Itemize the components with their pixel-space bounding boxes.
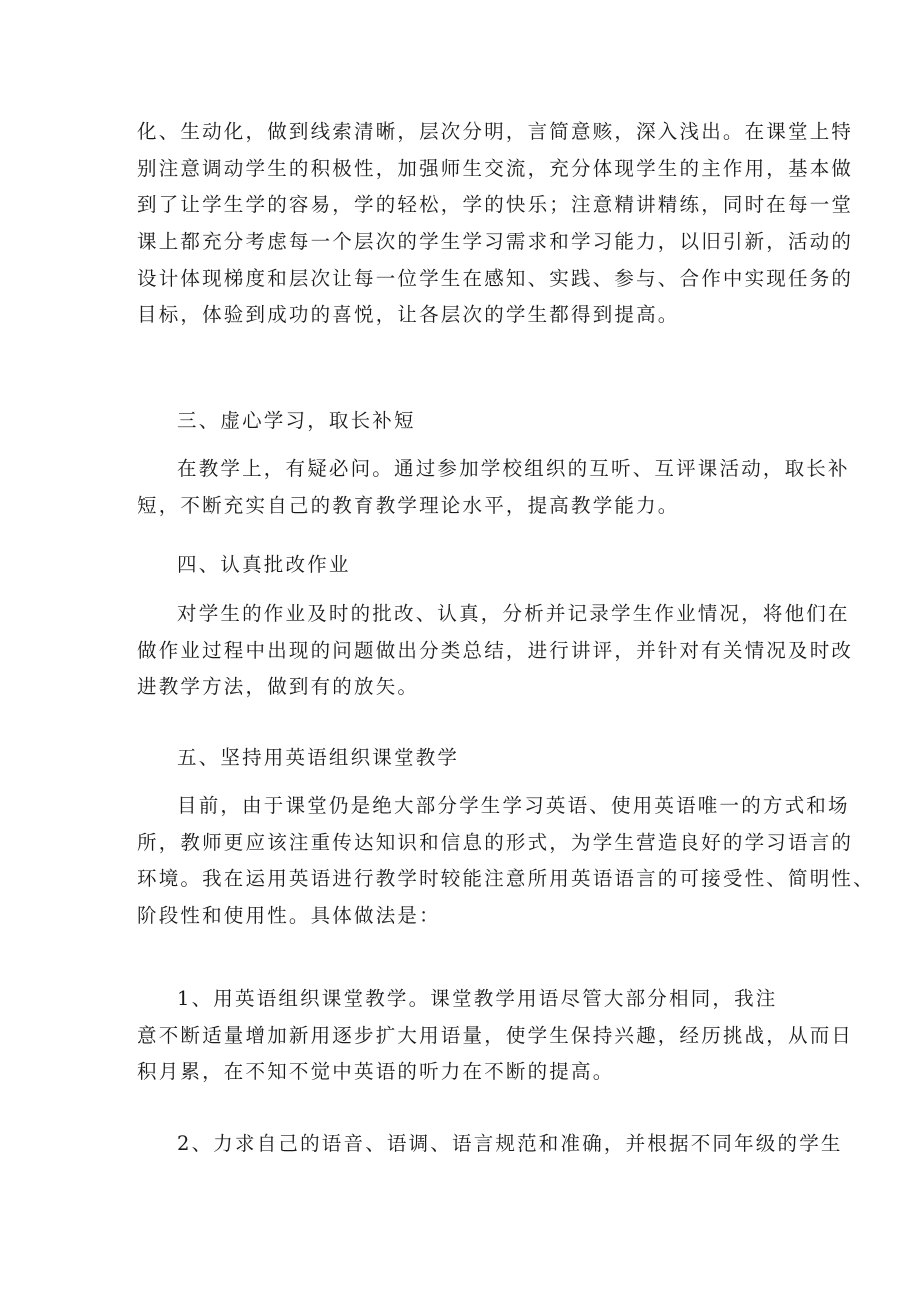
paragraph-teaching-method-continued bbox=[137, 114, 854, 334]
text-line: 意不断适量增加新用逐步扩大用语量，使学生保持兴趣，经历挑战，从而日 bbox=[137, 1023, 854, 1047]
text-line: 设计体现梯度和层次让每一位学生在感知、实践、参与、合作中实现任务的 bbox=[137, 266, 854, 290]
text-line: 阶段性和使用性。具体做法是： bbox=[137, 904, 441, 928]
paragraph-section-5 bbox=[137, 788, 875, 935]
paragraph-item-1 bbox=[137, 981, 854, 1091]
text-line: 到了让学生学的容易，学的轻松，学的快乐；注意精讲精练，同时在每一堂 bbox=[137, 193, 854, 217]
section-heading-3 bbox=[137, 403, 797, 440]
paragraph-section-3 bbox=[137, 451, 850, 524]
text-line: 对学生的作业及时的批改、认真，分析并记录学生作业情况，将他们在 bbox=[177, 602, 850, 625]
text-line: 短，不断充实自己的教育教学理论水平，提高教学能力。 bbox=[137, 493, 680, 517]
text-line: 环境。我在运用英语进行教学时较能注意所用英语语言的可接受性、简明性、 bbox=[137, 867, 875, 891]
text-line: 化、生动化，做到线索清晰，层次分明，言简意赅，深入浅出。在课堂上特 bbox=[137, 120, 854, 143]
text-line: 进教学方法，做到有的放矢。 bbox=[137, 675, 420, 699]
text-line: 课上都充分考虑每一个层次的学生学习需求和学习能力，以旧引新，活动的 bbox=[137, 230, 854, 254]
heading-text: 五、坚持用英语组织课堂教学 bbox=[177, 746, 460, 769]
text-line: 2、力求自己的语音、语调、语言规范和准确，并根据不同年级的学生 bbox=[177, 1132, 843, 1155]
text-line: 目前，由于课堂仍是绝大部分学生学习英语、使用英语唯一的方式和场 bbox=[177, 794, 850, 817]
section-heading-4 bbox=[137, 547, 797, 584]
text-line: 在教学上，有疑必问。通过参加学校组织的互听、互评课活动，取长补 bbox=[177, 457, 850, 480]
text-line: 目标，体验到成功的喜悦，让各层次的学生都得到提高。 bbox=[137, 303, 680, 327]
section-heading-5 bbox=[137, 740, 797, 777]
text-line: 做作业过程中出现的问题做出分类总结，进行讲评，并针对有关情况及时改 bbox=[137, 638, 854, 662]
text-line: 1、用英语组织课堂教学。课堂教学用语尽管大部分相同，我注 bbox=[177, 987, 778, 1010]
heading-text: 三、虚心学习，取长补短 bbox=[177, 409, 416, 432]
text-line: 积月累，在不知不觉中英语的听力在不断的提高。 bbox=[137, 1060, 615, 1084]
text-line: 所，教师更应该注重传达知识和信息的形式，为学生营造良好的学习语言的 bbox=[137, 830, 854, 854]
paragraph-section-4 bbox=[137, 596, 854, 706]
heading-text: 四、认真批改作业 bbox=[177, 553, 351, 576]
paragraph-item-2 bbox=[137, 1126, 843, 1163]
text-line: 别注意调动学生的积极性，加强师生交流，充分体现学生的主作用，基本做 bbox=[137, 156, 854, 180]
